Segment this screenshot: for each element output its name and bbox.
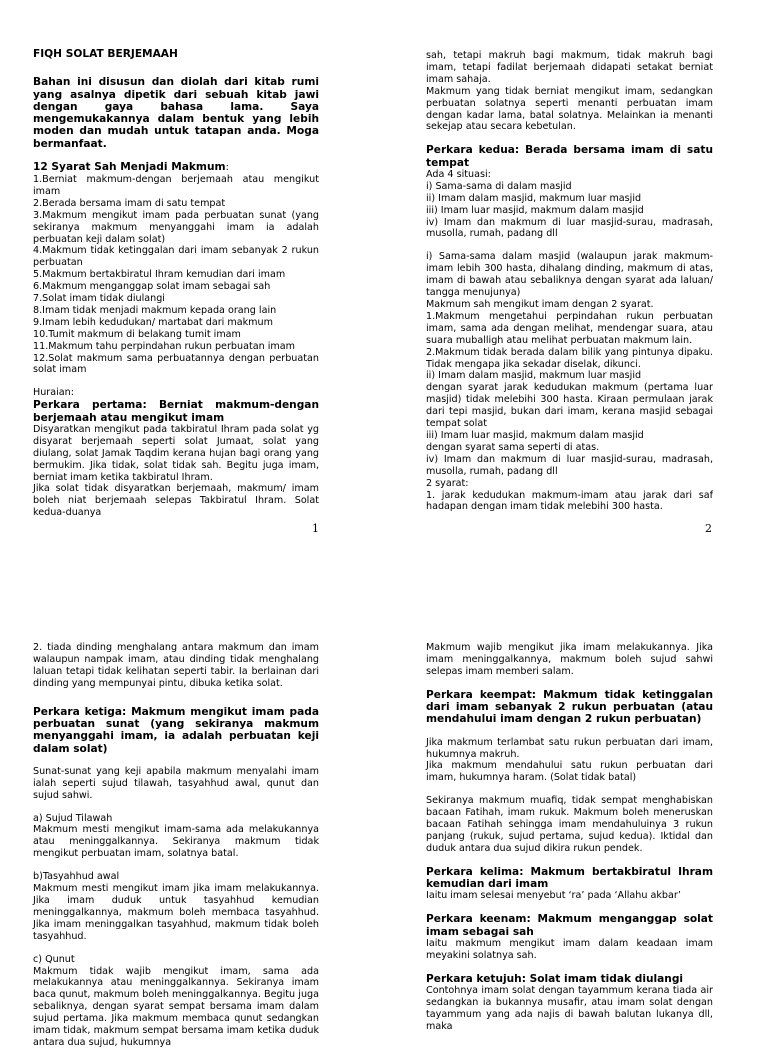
situasi-list — [426, 181, 713, 241]
syarat-heading-colon: : — [225, 162, 229, 174]
page-1 — [33, 48, 319, 519]
paragraph: Sekiranya makmum muafiq, tidak sempat menghabiskan bacaan Fatihah, imam rukuk. Makmum boleh meneruskan bacaan Fatihah sehingga imam mendahuluinya 3 rukun panjang (rukuk, sujud pertama, sujud kedua). Iktidal dan duduk antara dua sujud dikira rukun pendek. — [426, 795, 713, 854]
perkara-6-heading: Perkara keenam: Makmum menganggap solat imam sebagai sah — [426, 913, 713, 938]
huraian-label: Huraian: — [33, 387, 74, 399]
perkara-2-heading: Perkara kedua: Berada bersama imam di satu tempat — [426, 144, 713, 169]
paragraph: Makmum yang tidak berniat mengikut imam, sedangkan perbuatan solatnya seperti menanti perbuatan imam dengan kadar lama, batal solatnya. Melainkan ia menanti sekejap atau secara kebetulan. — [426, 85, 713, 133]
paragraph: Makmum sah mengikut imam dengan 2 syarat. — [426, 299, 654, 310]
paragraph: iii) Imam luar masjid, makmum dalam masjid — [426, 429, 644, 441]
paragraph: Jika solat tidak disyaratkan berjemaah, makmum/ imam boleh niat berjemaah selepas Takbiratul Ihram. Solat kedua-duanya — [33, 483, 319, 519]
paragraph: Makmum tidak wajib mengikut imam, sama ada melakukannya atau meninggalkannya. Sekiranya imam baca qunut, makmum boleh meninggalkannya. Begitu juga sebaliknya, dengan syarat sempat bersama imam dalam sujud pertama. Jika makmum membaca qunut sedangkan imam tidak, makmum sempat bersama imam ketika duduk antara dua sujud, hukumnya — [33, 965, 319, 1048]
list-item: 7.Solat imam tidak diulangi — [33, 293, 165, 305]
paragraph: i) Sama-sama dalam masjid (walaupun jarak makmum-imam lebih 300 hasta, dihalang dinding, makmum di atas, imam di bawah atau sebaliknya dengan syarat ada laluan/ tangga menujunya) — [426, 251, 713, 299]
list-item: 3.Makmum mengikut imam pada perbuatan sunat (yang sekiranya makmum menyanggahi imam ia adalah perbuatan keji dalam solat) — [33, 209, 319, 245]
paragraph: Sunat-sunat yang keji apabila makmum menyalahi imam ialah seperti sujud tilawah, tasyahhud awal, qunut dan sujud sahwi. — [33, 765, 319, 801]
paragraph: Iaitu imam selesai menyebut ‘ra’ pada ‘Allahu akbar’ — [426, 890, 681, 902]
page-number-2: 2 — [705, 522, 712, 535]
list-item: 9.Imam lebih kedudukan/ martabat dari makmum — [33, 316, 273, 328]
paragraph: 2 syarat: — [426, 477, 469, 489]
list-item: i) Sama-sama di dalam masjid — [426, 180, 572, 192]
list-item: 2.Berada bersama imam di satu tempat — [33, 197, 226, 209]
sub-heading: c) Qunut — [33, 953, 75, 965]
page-3 — [33, 642, 319, 1049]
perkara-3-heading: Perkara ketiga: Makmum mengikut imam pada perbuatan sunat (yang sekiranya makmum menyanggahi imam, ia adalah perbuatan keji dalam solat) — [33, 705, 319, 755]
paragraph: sah, tetapi makruh bagi makmum, tidak makruh bagi imam, tetapi fadilat berjemaah didapati setakat berniat imam sahaja. — [426, 50, 713, 85]
intro-paragraph: Bahan ini disusun dan diolah dari kitab rumi yang asalnya dipetik dari sebuah kitab jawi dengan gaya bahasa lama. Saya mengemukakannya dalam bentuk yang lebih moden dan mudah untuk tatapan anda. Moga bermanfaat. — [33, 76, 319, 150]
list-item: 10.Tumit makmum di belakang tumit imam — [33, 328, 241, 340]
paragraph: Iaitu makmum mengikut imam dalam keadaan imam meyakini solatnya sah. — [426, 937, 713, 961]
paragraph: Makmum mesti mengikut imam-sama ada melakukannya atau meninggalkannya. Sekiranya makmum tidak mengikut perbuatan imam, solatnya batal. — [33, 824, 319, 860]
paragraph: ii) Imam dalam masjid, makmum luar masjid — [426, 370, 642, 382]
situasi-intro: Ada 4 situasi: — [426, 168, 491, 180]
paragraph: Jika makmum terlambat satu rukun perbuatan dari imam, hukumnya makruh. — [426, 736, 713, 760]
perkara-1-heading: Perkara pertama: Berniat makmum-dengan berjemaah atau mengikut imam — [33, 399, 319, 424]
list-item: 6.Makmum menganggap solat imam sebagai sah — [33, 281, 271, 293]
sub-heading: b)Tasyahhud awal — [33, 871, 120, 883]
paragraph: Makmum wajib mengikut jika imam melakukannya. Jika imam meninggalkannya, makmum boleh sujud sahwi selepas imam memberi salam. — [426, 642, 713, 677]
page-number-1: 1 — [312, 522, 319, 535]
list-item: 12.Solat makmum sama perbuatannya dengan perbuatan solat imam — [33, 352, 319, 376]
document-title: FIQH SOLAT BERJEMAAH — [33, 48, 178, 60]
paragraph: Disyaratkan mengikut pada takbiratul Ihram pada solat yg disyarat berjemaah seperti solat Jumaat, solat yang diulang, solat Jamak Taqdim kerana hujan bagi orang yang bermukim. Jika tidak, solat tidak sah. Begitu juga imam, berniat imam ketika takbiratul Ihram. — [33, 423, 319, 483]
paragraph: 2.Makmum tidak berada dalam bilik yang pintunya dipaku. Tidak mengapa jika sekadar diselak, dikunci. — [426, 346, 713, 370]
paragraph: iv) Imam dan makmum di luar masjid-surau, madrasah, musolla, rumah, padang dll — [426, 453, 713, 477]
perkara-7-heading: Perkara ketujuh: Solat imam tidak diulangi — [426, 972, 684, 985]
page-4 — [426, 642, 713, 1033]
syarat-heading: 12 Syarat Sah Menjadi Makmum — [33, 161, 226, 174]
paragraph: dengan syarat jarak kedudukan makmum (pertama luar masjid) tidak melebihi 300 hasta. Kiraan permulaan jarak dari tepi masjid, bukan dari imam, kerana masjid sebagai tempat solat — [426, 382, 713, 430]
list-item: 4.Makmum tidak ketinggalan dari imam sebanyak 2 rukun perbuatan — [33, 245, 319, 269]
paragraph: 2. tiada dinding menghalang antara makmum dan imam walaupun nampak imam, atau dinding tidak menghalang laluan tetapi tidak kelihatan seperti tabir. Ia berlainan dari dinding yang mempunyai pintu, dibuka ketika solat. — [33, 642, 319, 689]
list-item: iii) Imam luar masjid, makmum dalam masjid — [426, 204, 644, 216]
page-2 — [426, 50, 713, 513]
syarat-list — [33, 174, 319, 376]
syarat-heading-line — [33, 161, 319, 174]
list-item: 5.Makmum bertakbiratul Ihram kemudian dari imam — [33, 269, 286, 281]
sub-heading: a) Sujud Tilawah — [33, 812, 113, 824]
paragraph: Makmum mesti mengikut imam jika imam melakukannya. Jika imam duduk untuk tasyahhud kemudian meninggalkannya, makmum boleh membaca tasyahhud. Jika imam meninggalkan tasyahhud, makmum tidak boleh tasyahhud. — [33, 883, 319, 942]
list-item: 11.Makmum tahu perpindahan rukun perbuatan imam — [33, 340, 295, 352]
paragraph: 1. jarak kedudukan makmum-imam atau jarak dari saf hadapan dengan imam tidak melebihi 300 hasta. — [426, 489, 713, 513]
list-item: iv) Imam dan makmum di luar masjid-surau, madrasah, musolla, rumah, padang dll — [426, 216, 713, 240]
list-item: 1.Berniat makmum-dengan berjemaah atau mengikut imam — [33, 173, 319, 197]
paragraph: 1.Makmum mengetahui perpindahan rukun perbuatan imam, sama ada dengan melihat, mendengar suara, atau suara muballigh atau melihat perbuatan makmum lain. — [426, 310, 713, 346]
paragraph: dengan syarat sama seperti di atas. — [426, 441, 600, 453]
list-item: 8.Imam tidak menjadi makmum kepada orang lain — [33, 304, 277, 316]
perkara-5-heading: Perkara kelima: Makmum bertakbiratul Ihram kemudian dari imam — [426, 865, 713, 891]
paragraph: Contohnya imam solat dengan tayammum kerana tiada air sedangkan ia bukannya musafir, atau imam solat dengan tayammum yang ada najis di bawah balutan lukanya dll, maka — [426, 984, 713, 1032]
list-item: ii) Imam dalam masjid, makmum luar masjid — [426, 192, 642, 204]
perkara-4-heading: Perkara keempat: Makmum tidak ketinggalan dari imam sebanyak 2 rukun perbuatan (atau mendahului imam dengan 2 rukun perbuatan) — [426, 688, 713, 726]
paragraph: Jika makmum mendahului satu rukun perbuatan dari imam, hukumnya haram. (Solat tidak batal) — [426, 760, 713, 784]
